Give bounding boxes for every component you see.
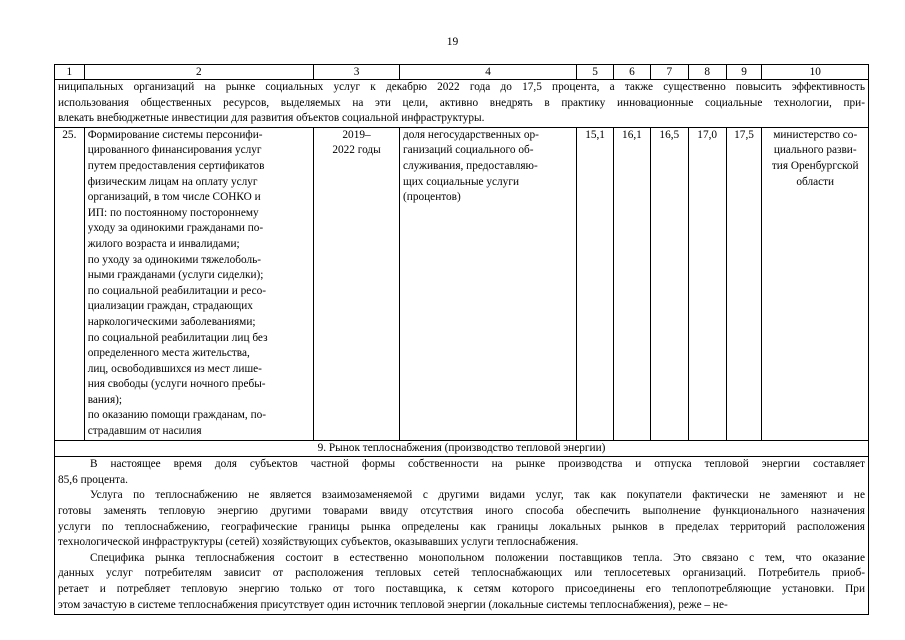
responsible-cell <box>762 127 869 440</box>
column-number: 1 <box>55 65 85 80</box>
text-line: лиц, освободившихся из мест лише- <box>87 362 262 375</box>
text-line: области <box>796 175 835 188</box>
text-line: наркологическими заболеваниями; <box>87 315 256 328</box>
column-number: 9 <box>726 65 762 80</box>
text-line: тия Оренбургской <box>771 159 859 172</box>
text-line: определенного места жительства, <box>87 347 250 360</box>
table-row <box>55 127 869 440</box>
text-line: влекать внебюджетные инвестиции для развития объектов социальной инфраструктуры. <box>58 112 485 125</box>
measure-cell <box>84 127 313 440</box>
value-2020: 16,5 <box>650 127 688 440</box>
section-text <box>55 457 869 615</box>
text-line: В настоящее время доля субъектов частной формы собственности на рынке производства и отпуска тепловой энергии составляет <box>90 458 865 471</box>
text-line: по социальной реабилитации лиц без <box>87 331 268 344</box>
text-line: этом зачастую в системе теплоснабжения присутствует один источник тепловой энергии (локальные системы теплоснабжения), реже – не- <box>58 598 728 611</box>
period-cell <box>314 127 400 440</box>
text-line: вания); <box>87 393 123 406</box>
section-title-row <box>55 440 869 457</box>
column-number: 2 <box>84 65 313 80</box>
text-line: циального разви- <box>773 144 857 157</box>
text-line: 2022 годы <box>332 144 381 157</box>
text-line: физическим лицам на оплату услуг <box>87 175 258 188</box>
text-line: по оказанию помощи гражданам, по- <box>87 409 267 422</box>
program-table <box>54 64 869 615</box>
indicator-cell <box>400 127 577 440</box>
text-line: готовы заменять тепловую энергию другими товарами ввиду отсутствия иного способа обеспечить выполнение функционального назначения <box>58 505 865 518</box>
text-line: по уходу за одинокими тяжелоболь- <box>87 253 262 266</box>
text-line: ниципальных организаций на рынке социальных услуг к декабрю 2022 года до 17,5 процента, а также существенно повысить эффективность <box>58 81 865 93</box>
column-number: 8 <box>688 65 726 80</box>
column-number: 10 <box>762 65 869 80</box>
section-title: 9. Рынок теплоснабжения (производство тепловой энергии) <box>55 440 869 457</box>
text-line: министерство со- <box>773 128 858 141</box>
period-text <box>317 128 396 159</box>
paragraph <box>58 551 865 613</box>
text-line: страдавшим от насилия <box>87 425 202 438</box>
text-line: Специфика рынка теплоснабжения состоит в естественно монопольном положении поставщиков тепла. Это связано с тем, что оказание <box>90 551 865 564</box>
section-text-row <box>55 457 869 615</box>
value-2018: 15,1 <box>577 127 614 440</box>
responsible-text <box>765 128 865 190</box>
indicator-text <box>403 128 573 206</box>
text-line: путем предоставления сертификатов <box>87 159 265 172</box>
section-paragraphs <box>55 457 868 613</box>
column-number: 3 <box>314 65 400 80</box>
text-line: использования общественных ресурсов, выделяемых на эти цели, активно внедрять в практику инновационные социальные технологии, при- <box>58 96 865 109</box>
value-2021: 17,0 <box>688 127 726 440</box>
text-line: ганизаций социального об- <box>403 144 534 157</box>
column-number: 5 <box>577 65 614 80</box>
column-number-row <box>55 65 869 80</box>
row-number: 25. <box>55 127 85 440</box>
text-line: 2019– <box>342 128 371 141</box>
text-line: Услуга по теплоснабжению не является взаимозаменяемой с другими видами услуг, так как покупатели фактически не заменяют и не <box>90 489 865 502</box>
text-line: данных услуг потребителям зависит от расположения тепловых сетей теплоснабжающих или теплосетевых организаций. Потребитель приоб- <box>58 567 865 580</box>
intro-text <box>55 80 869 128</box>
intro-text-row <box>55 80 869 128</box>
text-line: технологической инфраструктуры (сетей) хозяйствующих субъектов, оказывавших услуги теплоснабжения. <box>58 536 579 549</box>
column-number: 6 <box>614 65 651 80</box>
text-line: Формирование системы персонифи- <box>87 128 263 141</box>
text-line: (процентов) <box>403 191 461 204</box>
paragraph <box>58 457 865 488</box>
text-line: циализации граждан, страдающих <box>87 300 253 313</box>
text-line: щих социальные услуги <box>403 175 520 188</box>
text-line: организаций, в том числе СОНКО и <box>87 191 261 204</box>
value-2019: 16,1 <box>614 127 651 440</box>
text-line: по социальной реабилитации и ресо- <box>87 284 267 297</box>
measure-text <box>88 128 310 440</box>
text-line: 85,6 процента. <box>58 473 128 486</box>
text-line: ными гражданами (услуги сиделки); <box>87 269 264 282</box>
text-line: доля негосударственных ор- <box>403 128 539 141</box>
page-number: 19 <box>446 36 459 48</box>
text-line: служивания, предоставляю- <box>403 159 538 172</box>
text-line: жилого возраста и инвалидами; <box>87 237 240 250</box>
paragraph <box>58 488 865 550</box>
text-line: ния свободы (услуги ночного пребы- <box>87 378 266 391</box>
text-line: ретает и потребляет тепловую энергию только от того поставщика, к сетям которого присоединены его теплопотребляющие установки. При <box>58 583 865 595</box>
text-line: услуги по теплоснабжению, географические границы рынка определены как границы локальных рынков в пределах территорий расположения <box>58 520 865 533</box>
text-line: цированного финансирования услуг <box>87 144 262 157</box>
column-number: 7 <box>650 65 688 80</box>
text-line: ИП: по постоянному постороннему <box>87 206 259 219</box>
text-line: уходу за одинокими гражданами по- <box>87 222 264 235</box>
column-number: 4 <box>400 65 577 80</box>
value-2022: 17,5 <box>726 127 762 440</box>
